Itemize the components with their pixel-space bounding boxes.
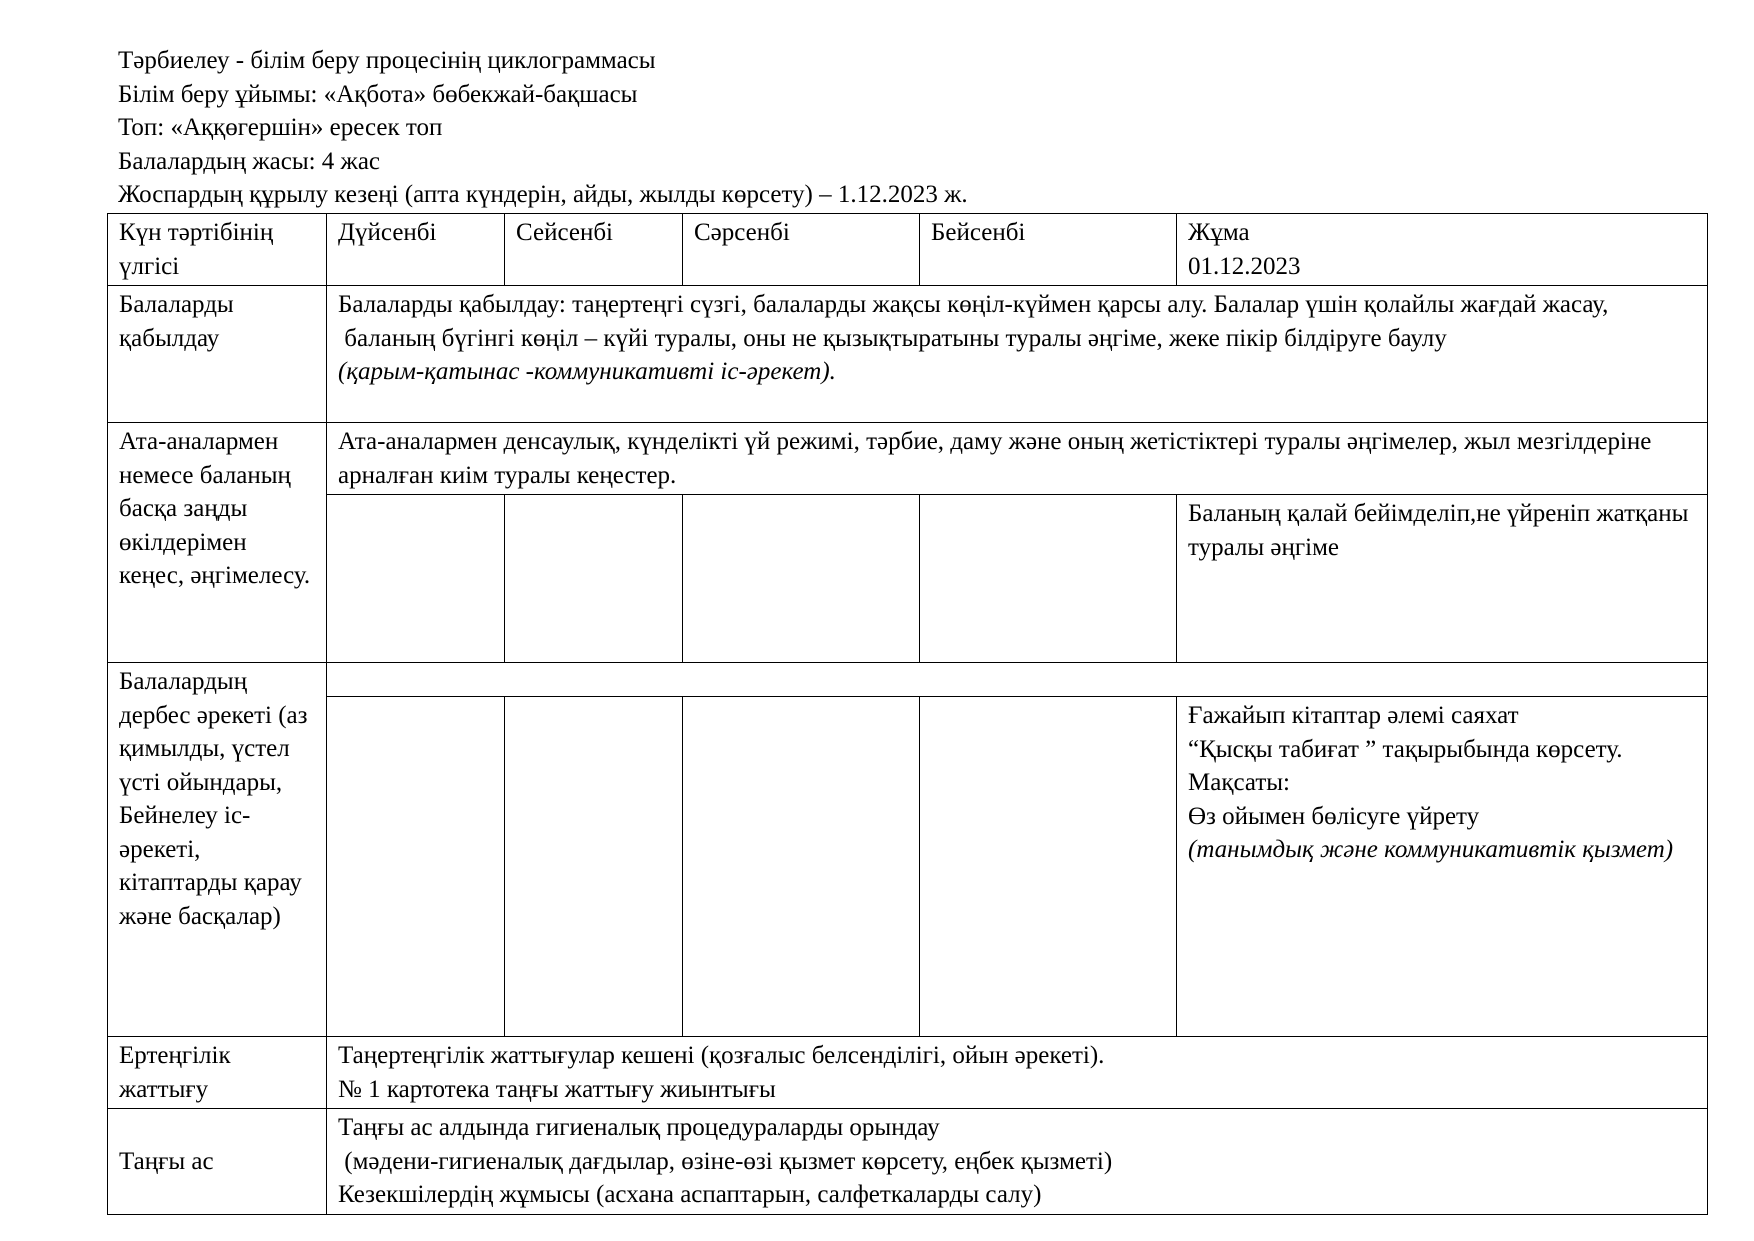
table-row-exercise (108, 1037, 1708, 1109)
breakfast-line2: (мәдени-гигиеналық дағдылар, өзіне-өзі қызмет көрсету, еңбек қызметі) (338, 1147, 1113, 1175)
friday-label: Жұма (1188, 219, 1250, 246)
table-row-activity-top (108, 663, 1708, 697)
cyclogram-table (107, 213, 1708, 1215)
header-cell-tuesday: Сейсенбі (505, 214, 683, 286)
header-group: Топ: «Аққөгершін» ересек топ (118, 114, 443, 141)
header-cell-wednesday: Сәрсенбі (683, 214, 920, 286)
header-period: Жоспардың құрылу кезеңі (апта күндерін, айды, жылды көрсету) – 1.12.2023 ж. (118, 181, 968, 208)
activity-friday-line2: “Қысқы табиғат ” тақырыбында көрсету. (1188, 735, 1623, 763)
parents-thursday-cell (920, 495, 1177, 663)
parents-general-text: Ата-аналармен денсаулық, күнделікті үй режимі, тәрбие, даму және оның жетістіктері туралы әңгімелер, жыл мезгілдеріне арналған киім туралы кеңестер. (327, 423, 1708, 495)
header-cell-monday: Дүйсенбі (327, 214, 505, 286)
reception-text-line2: баланың бүгінгі көңіл – күйі туралы, оны не қызықтыратыны туралы әңгіме, жеке пікір білдіруге баулу (338, 324, 1447, 352)
activity-friday-italic: (танымдық және коммуникативтік қызмет) (1188, 836, 1674, 863)
exercise-line1: Таңертеңгілік жаттығулар кешені (қозғалыс белсенділігі, ойын әрекеті). (338, 1042, 1105, 1069)
document-header (118, 44, 968, 212)
activity-friday-cell (1177, 697, 1708, 1037)
header-age: Балалардың жасы: 4 жас (118, 147, 381, 175)
breakfast-content (327, 1109, 1708, 1215)
activity-monday-cell (327, 697, 505, 1037)
activity-general-cell (327, 663, 1708, 697)
table-row-activity-days (108, 697, 1708, 1037)
activity-friday-line3: Мақсаты: (1188, 769, 1290, 796)
friday-date: 01.12.2023 (1188, 252, 1301, 280)
table-row-parents-general (108, 423, 1708, 495)
table-row-parents-days (108, 495, 1708, 663)
header-cell-thursday: Бейсенбі (920, 214, 1177, 286)
activity-wednesday-cell (683, 697, 920, 1037)
row-label-reception: Балаларды қабылдау (108, 286, 327, 423)
exercise-line2: № 1 картотека таңғы жаттығу жиынтығы (338, 1075, 776, 1103)
breakfast-line1: Таңғы ас алдында гигиеналық процедураларды орындау (338, 1114, 940, 1141)
parents-friday-cell: Баланың қалай бейімделіп,не үйреніп жатқаны туралы әңгіме (1177, 495, 1708, 663)
header-title: Тәрбиелеу - білім беру процесінің циклограммасы (118, 47, 656, 74)
header-organization: Білім беру ұйымы: «Ақбота» бөбекжай-бақшасы (118, 80, 638, 108)
reception-text-italic: (қарым-қатынас -коммуникативті іс-әрекет). (338, 358, 836, 385)
reception-text-line1: Балаларды қабылдау: таңертеңгі сүзгі, балаларды жақсы көңіл-күймен қарсы алу. Балалар үшін қолайлы жағдай жасау, (338, 291, 1609, 318)
parents-tuesday-cell (505, 495, 683, 663)
header-cell-friday (1177, 214, 1708, 286)
parents-wednesday-cell (683, 495, 920, 663)
header-cell-regime: Күн тәртібінің үлгісі (108, 214, 327, 286)
row-label-exercise: Ертеңгілік жаттығу (108, 1037, 327, 1109)
breakfast-line3: Кезекшілердің жұмысы (асхана аспаптарын, салфеткаларды салу) (338, 1181, 1042, 1208)
exercise-content (327, 1037, 1708, 1109)
row-label-parents: Ата-аналармен немесе баланың басқа заңды өкілдерімен кеңес, әңгімелесу. (108, 423, 327, 663)
row-label-activity: Балалардың дербес әрекеті (аз қимылды, үстел үсті ойындары, Бейнелеу іс-әрекеті, кітаптарды қарау және басқалар) (108, 663, 327, 1037)
table-header-row (108, 214, 1708, 286)
activity-tuesday-cell (505, 697, 683, 1037)
table-row-reception (108, 286, 1708, 423)
activity-friday-line4: Өз ойымен бөлісуге үйрету (1188, 802, 1480, 830)
activity-friday-line1: Ғажайып кітаптар әлемі саяхат (1188, 702, 1519, 729)
reception-content (327, 286, 1708, 423)
activity-thursday-cell (920, 697, 1177, 1037)
table-row-breakfast (108, 1109, 1708, 1215)
parents-monday-cell (327, 495, 505, 663)
row-label-breakfast: Таңғы ас (108, 1109, 327, 1215)
